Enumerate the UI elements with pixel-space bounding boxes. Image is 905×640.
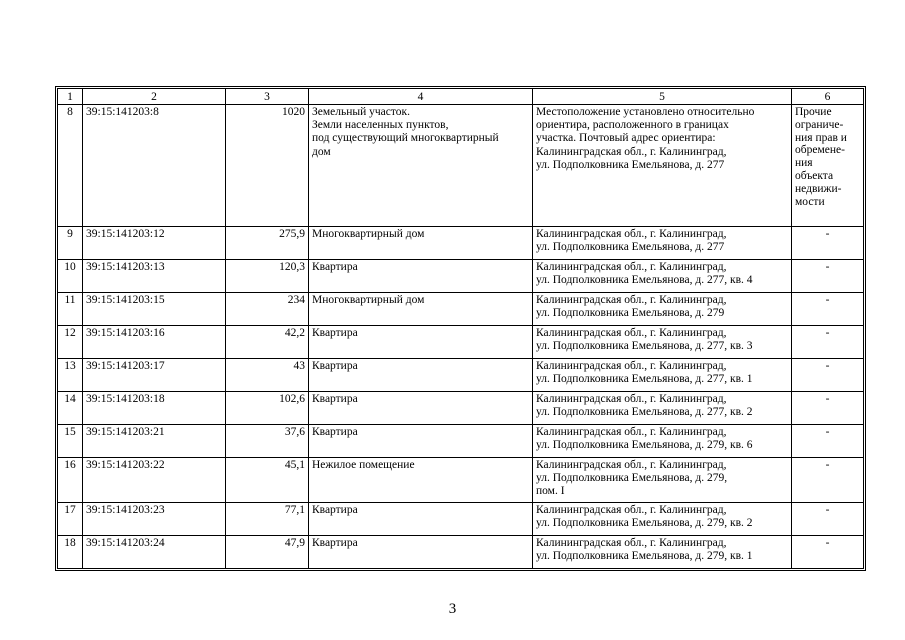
table-row [58,105,864,227]
encumbrance-line: - [825,360,830,372]
description-line: Квартира [312,426,358,438]
address-line: Калининградская обл., г. Калининград, [536,145,727,158]
address-line: ул. Подполковника Емельянова, д. 277, кв. 2 [536,406,753,419]
encumbrance-line: ния [795,157,813,170]
column-header-2: 2 [83,89,226,105]
encumbrance-cell [792,458,864,503]
table-row [58,359,864,392]
address-line: Калининградская обл., г. Калининград, [536,537,727,549]
table-row [58,536,864,569]
encumbrance-cell [792,227,864,260]
address-cell [533,458,792,503]
description-line: Квартира [312,504,358,516]
row-number-cell: 15 [58,425,83,458]
row-number-cell: 12 [58,326,83,359]
area-cell: 37,6 [226,425,309,458]
description-line: Многоквартирный дом [312,228,425,240]
row-number-cell: 9 [58,227,83,260]
description-line: Квартира [312,537,358,549]
address-line: Калининградская обл., г. Калининград, [536,459,727,471]
object-description-cell [309,392,533,425]
table-row [58,503,864,536]
description-line: Квартира [312,327,358,339]
area-cell: 1020 [226,105,309,227]
table-row [58,458,864,503]
address-line: ул. Подполковника Емельянова, д. 277, кв. 4 [536,274,753,287]
address-cell [533,260,792,293]
area-cell: 42,2 [226,326,309,359]
address-line: ул. Подполковника Емельянова, д. 279 [536,307,725,320]
encumbrance-cell [792,326,864,359]
cadastral-number-cell: 39:15:141203:16 [83,326,226,359]
address-cell [533,105,792,227]
column-header-5: 5 [533,89,792,105]
row-number-cell: 16 [58,458,83,503]
row-number-cell: 11 [58,293,83,326]
encumbrance-line: - [825,327,830,339]
encumbrance-cell [792,392,864,425]
encumbrance-line: обремене- [795,144,845,157]
object-description-cell [309,293,533,326]
address-line: Местоположение установлено относительно [536,106,755,118]
table-body [58,105,864,569]
object-description-cell [309,260,533,293]
cadastral-number-cell: 39:15:141203:23 [83,503,226,536]
address-cell [533,359,792,392]
table-row [58,326,864,359]
encumbrance-line: Прочие [795,106,832,118]
area-cell: 47,9 [226,536,309,569]
address-line: Калининградская обл., г. Калининград, [536,426,727,438]
table-row [58,392,864,425]
property-registry-table [57,88,864,569]
cadastral-number-cell: 39:15:141203:15 [83,293,226,326]
cadastral-number-cell: 39:15:141203:12 [83,227,226,260]
encumbrance-cell [792,359,864,392]
cadastral-number-cell: 39:15:141203:21 [83,425,226,458]
column-header-4: 4 [309,89,533,105]
object-description-cell [309,536,533,569]
encumbrance-line: мости [795,195,825,208]
address-cell [533,503,792,536]
row-number-cell: 18 [58,536,83,569]
area-cell: 234 [226,293,309,326]
address-cell [533,392,792,425]
address-line: Калининградская обл., г. Калининград, [536,261,727,273]
object-description-cell [309,359,533,392]
row-number-cell: 8 [58,105,83,227]
area-cell: 102,6 [226,392,309,425]
column-header-1: 1 [58,89,83,105]
encumbrance-line: - [825,261,830,273]
object-description-cell [309,425,533,458]
encumbrance-cell [792,425,864,458]
address-line: Калининградская обл., г. Калининград, [536,360,727,372]
object-description-cell [309,105,533,227]
description-line: Нежилое помещение [312,459,415,471]
table-row [58,260,864,293]
row-number-cell: 14 [58,392,83,425]
row-number-cell: 13 [58,359,83,392]
address-cell [533,425,792,458]
address-line: Калининградская обл., г. Калининград, [536,504,727,516]
address-line: Калининградская обл., г. Калининград, [536,228,727,240]
cadastral-number-cell: 39:15:141203:13 [83,260,226,293]
column-header-3: 3 [226,89,309,105]
encumbrance-cell [792,105,864,227]
description-line: Квартира [312,261,358,273]
address-cell [533,326,792,359]
cadastral-number-cell: 39:15:141203:17 [83,359,226,392]
encumbrance-line: - [825,228,830,240]
object-description-cell [309,326,533,359]
cadastral-number-cell: 39:15:141203:22 [83,458,226,503]
encumbrance-cell [792,260,864,293]
encumbrance-cell [792,536,864,569]
encumbrance-cell [792,293,864,326]
address-cell [533,293,792,326]
address-line: участка. Почтовый адрес ориентира: [536,132,716,145]
column-number-header-row [58,89,864,105]
row-number-cell: 10 [58,260,83,293]
description-line: дом [312,145,331,158]
encumbrance-line: недвижи- [795,182,842,195]
encumbrance-line: - [825,459,830,471]
object-description-cell [309,503,533,536]
encumbrance-line: объекта [795,169,834,182]
area-cell: 275,9 [226,227,309,260]
encumbrance-line: - [825,426,830,438]
description-line: Земельный участок. [312,106,410,118]
table-row [58,227,864,260]
area-cell: 77,1 [226,503,309,536]
description-line: Земли населенных пунктов, [312,119,449,132]
address-line: ориентира, расположенного в границах [536,119,729,132]
description-line: под существующий многоквартирный [312,132,499,145]
address-line: ул. Подполковника Емельянова, д. 279, кв. 2 [536,517,753,530]
address-line: ул. Подполковника Емельянова, д. 279, [536,472,728,485]
encumbrance-cell [792,503,864,536]
address-line: ул. Подполковника Емельянова, д. 277 [536,241,725,254]
address-line: ул. Подполковника Емельянова, д. 279, кв. 1 [536,550,753,563]
address-cell [533,536,792,569]
page-number: 3 [448,601,457,617]
row-number-cell: 17 [58,503,83,536]
encumbrance-line: ограниче- [795,118,844,131]
address-line: пом. I [536,485,565,498]
encumbrance-line: - [825,294,830,306]
address-line: Калининградская обл., г. Калининград, [536,327,727,339]
area-cell: 45,1 [226,458,309,503]
cadastral-number-cell: 39:15:141203:24 [83,536,226,569]
area-cell: 120,3 [226,260,309,293]
address-line: ул. Подполковника Емельянова, д. 277, кв. 3 [536,340,753,353]
table-row [58,425,864,458]
description-line: Квартира [312,393,358,405]
address-line: Калининградская обл., г. Калининград, [536,294,727,306]
cadastral-number-cell: 39:15:141203:18 [83,392,226,425]
object-description-cell [309,458,533,503]
encumbrance-line: - [825,504,830,516]
address-line: Калининградская обл., г. Калининград, [536,393,727,405]
encumbrance-line: - [825,393,830,405]
encumbrance-line: - [825,537,830,549]
column-header-6: 6 [792,89,864,105]
description-line: Многоквартирный дом [312,294,425,306]
address-line: ул. Подполковника Емельянова, д. 277 [536,158,725,171]
encumbrance-line: ния прав и [795,131,847,144]
cadastral-number-cell: 39:15:141203:8 [83,105,226,227]
address-line: ул. Подполковника Емельянова, д. 277, кв. 1 [536,373,753,386]
object-description-cell [309,227,533,260]
address-line: ул. Подполковника Емельянова, д. 279, кв. 6 [536,439,753,452]
area-cell: 43 [226,359,309,392]
table-row [58,293,864,326]
address-cell [533,227,792,260]
description-line: Квартира [312,360,358,372]
